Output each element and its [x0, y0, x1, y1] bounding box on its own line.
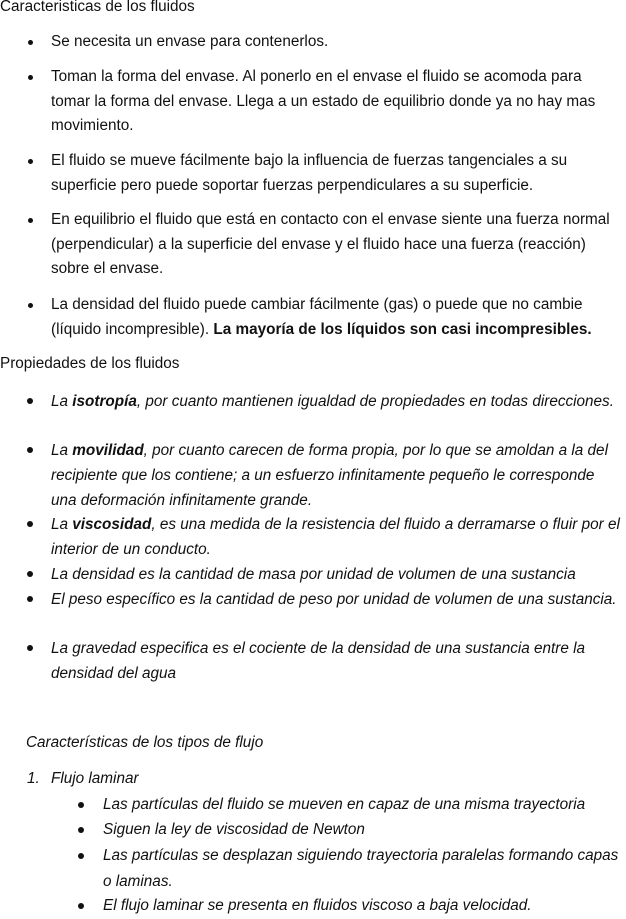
- list-item: El fluido se mueve fácilmente bajo la influencia de fuerzas tangenciales a su superficie pero puede soportar fuerzas perpendiculares a su superficie.: [51, 152, 568, 194]
- list-item: La densidad es la cantidad de masa por unidad de volumen de una sustancia: [51, 566, 576, 583]
- list-item: El flujo laminar se presenta en fluidos viscoso a baja velocidad.: [103, 897, 532, 914]
- list-item: La viscosidad, es una medida de la resistencia del fluido a derramarse o fluir por el interior de un conducto.: [51, 516, 620, 558]
- list-item: La isotropía, por cuanto mantienen igualdad de propiedades en todas direcciones.: [51, 393, 614, 410]
- list-item: Toman la forma del envase. Al ponerlo en el envase el fluido se acomoda para tomar la forma del envase. Llega a un estado de equilibrio donde ya no hay mas movimiento.: [51, 68, 596, 134]
- section-heading-caracteristicas: Caracteristicas de los fluidos: [0, 0, 195, 15]
- list-item: Se necesita un envase para contenerlos.: [51, 33, 329, 50]
- list-item: En equilibrio el fluido que está en contacto con el envase siente una fuerza normal (perpendicular) a la superficie del envase y el fluido hace una fuerza (reacción) sobre el envase.: [51, 211, 610, 277]
- list-item: Siguen la ley de viscosidad de Newton: [103, 821, 365, 838]
- list-item: Las partículas se desplazan siguiendo trayectoria paralelas formando capas o laminas.: [103, 847, 619, 890]
- list-item: La movilidad, por cuanto carecen de forma propia, por lo que se amoldan a la del recipiente que los contiene; a un esfuerzo infinitamente pequeño le corresponde una deformación infinitamente grande.: [51, 442, 608, 509]
- list-item: La densidad del fluido puede cambiar fácilmente (gas) o puede que no cambie (líquido incompresible). La mayoría de los líquidos son casi incompresibles.: [51, 296, 592, 338]
- section-heading-propiedades: Propiedades de los fluidos: [0, 355, 180, 372]
- numbered-item-flujo-laminar: 1. Flujo laminar: [27, 770, 139, 787]
- list-item: Las partículas del fluido se mueven en capaz de una misma trayectoria: [103, 796, 586, 813]
- list-item: La gravedad especifica es el cociente de la densidad de una sustancia entre la densidad del agua: [51, 640, 586, 682]
- list-item: El peso específico es la cantidad de peso por unidad de volumen de una sustancia.: [51, 591, 617, 608]
- section-heading-tipos-flujo: Características de los tipos de flujo: [26, 734, 264, 751]
